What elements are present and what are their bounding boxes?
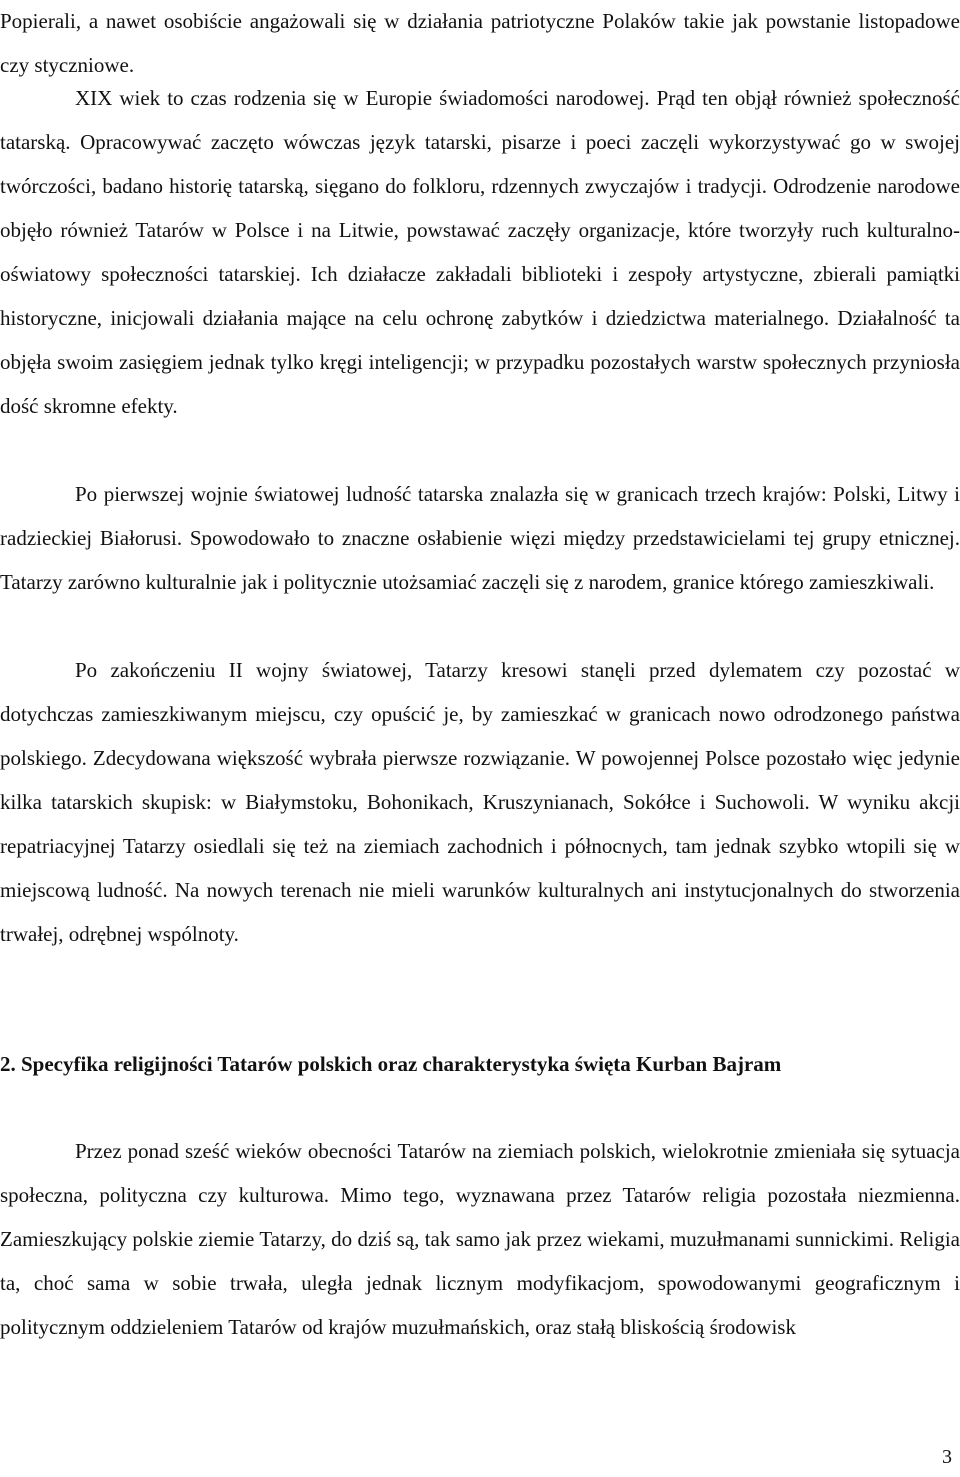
paragraph-national-awareness: XIX wiek to czas rodzenia się w Europie świadomości narodowej. Prąd ten objął również społeczność tatarską. Opracowywać zaczęto wówczas język tatarski, pisarze i poeci zaczęli wykorzystywać go w swojej twórczości, badano historię tatarską, sięgano do folkloru, rdzennych zwyczajów i tradycji. Odrodzenie narodowe objęło również Tatarów w Polsce i na Litwie, powstawać zaczęły organizacje, które tworzyły ruch kulturalno-oświatowy społeczności tatarskiej. Ich działacze zakładali biblioteki i zespoły artystyczne, zbierali pamiątki historyczne, inicjowali działania mające na celu ochronę zabytków i dziedzictwa materialnego. Działalność ta objęła swoim zasięgiem jednak tylko kręgi inteligencji; w przypadku pozostałych warstw społecznych przyniosła dość skromne efekty. <box>0 86 960 418</box>
paragraph-religion: Przez ponad sześć wieków obecności Tatarów na ziemiach polskich, wielokrotnie zmieniała się sytuacja społeczna, polityczna czy kulturowa. Mimo tego, wyznawana przez Tatarów religia pozostała niezmienna. Zamieszkujący polskie ziemie Tatarzy, do dziś są, tak samo jak przez wiekami, muzułmanami sunnickimi. Religia ta, choć sama w sobie trwała, uległa jednak licznym modyfikacjom, spowodowanymi geograficznym i politycznym oddzieleniem Tatarów od krajów muzułmańskich, oraz stałą bliskością środowisk <box>0 1139 960 1339</box>
paragraph-intro: Popierali, a nawet osobiście angażowali się w działania patriotyczne Polaków takie jak powstanie listopadowe czy styczniowe. <box>0 9 960 77</box>
paragraph-interwar: Po pierwszej wojnie światowej ludność tatarska znalazła się w granicach trzech krajów: Polski, Litwy i radzieckiej Białorusi. Spowodowało to znaczne osłabienie więzi między przedstawicielami tej grupy etnicznej. Tatarzy zarówno kulturalnie jak i politycznie utożsamiać zaczęli się z narodem, granice którego zamieszkiwali. <box>0 482 960 594</box>
paragraph-postwar: Po zakończeniu II wojny światowej, Tatarzy kresowi stanęli przed dylematem czy pozostać w dotychczas zamieszkiwanym miejscu, czy opuścić je, by zamieszkać w granicach nowo odrodzonego państwa polskiego. Zdecydowana większość wybrała pierwsze rozwiązanie. W powojennej Polsce pozostało więc jedynie kilka tatarskich skupisk: w Białymstoku, Bohonikach, Kruszynianach, Sokółce i Suchowoli. W wyniku akcji repatriacyjnej Tatarzy osiedlali się też na ziemiach zachodnich i północnych, tam jednak szybko wtopili się w miejscową ludność. Na nowych terenach nie mieli warunków kulturalnych ani instytucjonalnych do stworzenia trwałej, odrębnej wspólnoty. <box>0 658 960 946</box>
section-heading: 2. Specyfika religijności Tatarów polskich oraz charakterystyka święta Kurban Bajram <box>0 1052 782 1076</box>
page-number: 3 <box>942 1446 952 1468</box>
